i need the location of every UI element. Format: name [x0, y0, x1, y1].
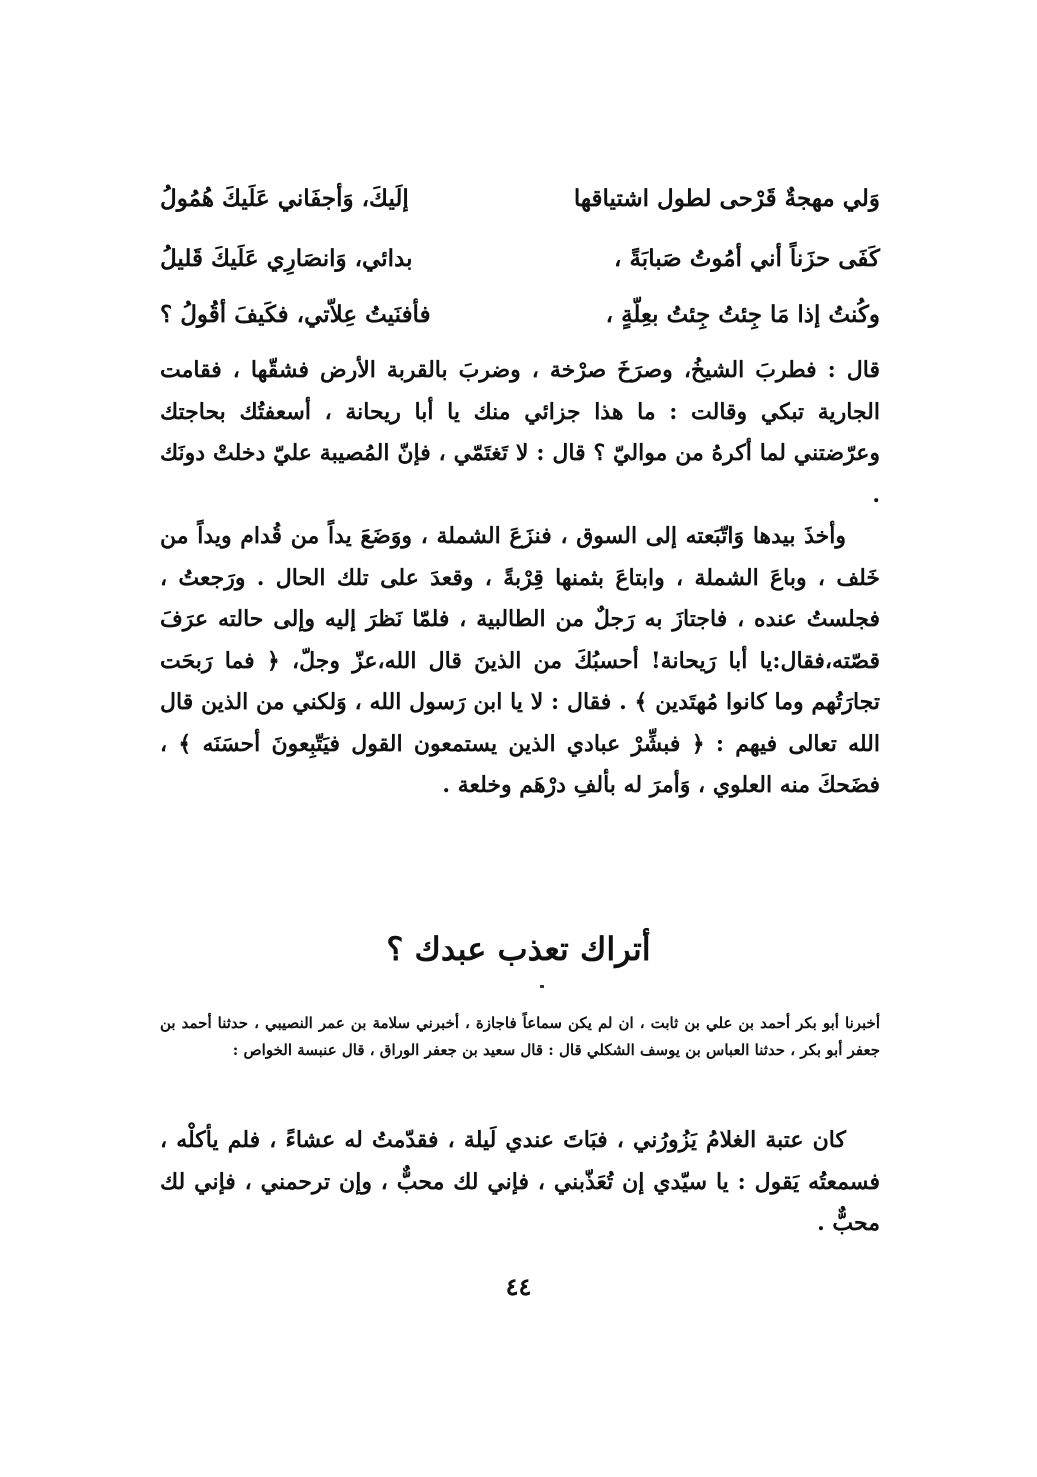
verse-3-second-hemistich: فأفنَيتُ عِلاّتي، فكَيفَ أقُولُ ؟ — [160, 300, 431, 328]
paragraph-1: قال : فطربَ الشيخُ، وصرَخَ صرْخة ، وضربَ بالقربة الأرض فشقّها ، فقامت الجارية تبكي وقالت : ما هذا جزائي منك يا أبا ريحانة ، أسعفتُك بحاجتك وعرّضتني لما أكرهُ من مواليّ ؟ قال : لا تَغتَمّي ، فإنّ المُصيبة عليّ دخلتْ دونَك . — [160, 357, 880, 508]
page-number: ٤٤ — [505, 1272, 532, 1301]
verse-1-second-hemistich: إلَيكَ، وَأجفَاني عَلَيكَ هُمُولُ — [160, 184, 409, 212]
story-paragraph: كان عتبة الغلامُ يَزُورُني ، فبَاتَ عندي لَيلة ، فقدّمتُ له عشاءً ، فلم يأكلْه ، فسمعتُه يَقول : يا سيّدي إن تُعَذّبني ، فإني لك محبٌّ ، وإن ترحمني ، فإني لك محبٌّ . — [160, 1127, 880, 1236]
verse-2-second-hemistich: بدائي، وَانصَارِي عَلَيكَ قَليلُ — [160, 244, 413, 272]
section-title: أتراك تعذب عبدك ؟ — [386, 930, 651, 968]
verse-2-first-hemistich: كَفَى حزَناً أني أمُوتُ صَبابَةً ، — [614, 244, 880, 272]
paragraph-2: وأخذَ بيدها وَاتّبَعته إلى السوق ، فنزَعَ الشملة ، ووَضَعَ يداً من قُدام ويداً من خَلف ، وباعَ الشملة ، وابتاعَ بثمنها قِرْبةً ، وقعدَ على تلك الحال . ورَجعتُ ، فجلستُ عنده ، فاجتازَ به رَجلٌ من الطالبية ، فلمّا نَظرَ إليه وإلى حالته عرَفَ قصّته،فقال:يا أبا رَيحانة! أحسبُكَ من الذينَ قال الله،عزّ وجلّ، ﴿ فما رَبحَت تجارَتُهم وما كانوا مُهتَدين ﴾ . فقال : لا يا ابن رَسول الله ، وَلكني من الذين قال الله تعالى فيهم : ﴿ فبشِّرْ عبادي الذين يستمعون القول فيَتّبِعونَ أحسَنَه ﴾ ، فضَحكَ منه العلوي ، وَأمرَ له بألفِ درْهَم وخلعة . — [160, 523, 880, 798]
poem-verse-2 — [160, 236, 880, 280]
narrative-text — [160, 350, 880, 807]
story-text — [160, 1120, 880, 1245]
verse-3-first-hemistich: وكُنتُ إذا مَا جِئتُ جِئتُ بعِلّةٍ ، — [605, 300, 880, 328]
poem-verse-1 — [160, 176, 880, 220]
chain-of-narration: أخبرنا أبو بكر أحمد بن علي بن ثابت ، ان لم يكن سماعاً فاجازة ، أخبرني سلامة بن عمر النصيبي ، حدثنا أحمد بن جعفر أبو بكر ، حدثنا العباس بن يوسف الشكلي قال : قال سعيد بن جعفر الوراق ، قال عنبسة الخواص : — [160, 1014, 880, 1059]
verse-1-first-hemistich: وَلي مهجةٌ قَرْحى لطول اشتياقها — [573, 184, 880, 212]
print-mark — [540, 985, 544, 988]
poem-verse-3 — [160, 292, 880, 336]
